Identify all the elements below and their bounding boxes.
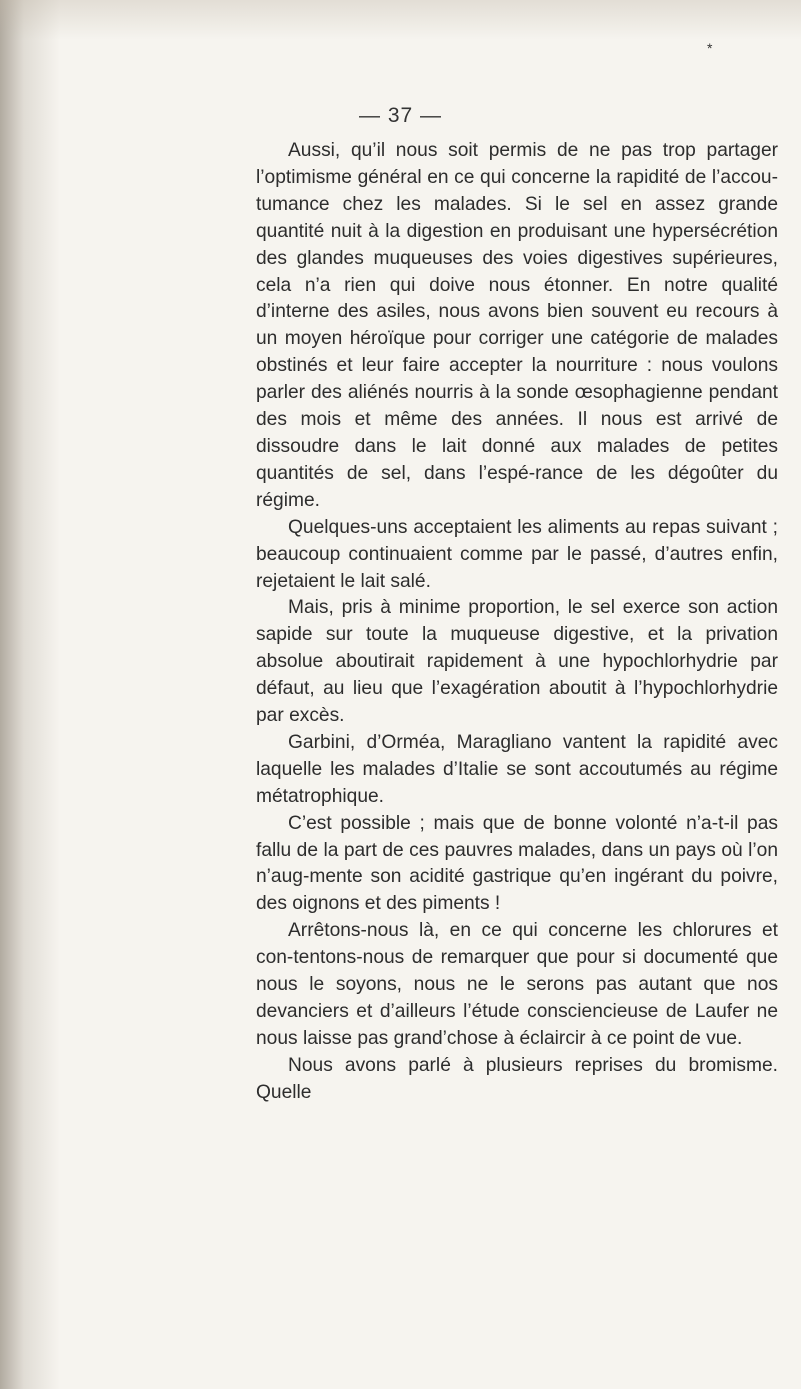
- paragraph-1: Aussi, qu’il nous soit permis de ne pas trop partager l’optimisme général en ce qui concerne la rapidité de l’accou-tumance chez les malades. Si le sel en assez grande quantité nuit à la digestion en produisant une hypersécrétion des glandes muqueuses des voies digestives supérieures, cela n’a rien qui doive nous étonner. En notre qualité d’interne des asiles, nous avons bien souvent eu recours à un moyen héroïque pour corriger une catégorie de malades obstinés et leur faire accepter la nourriture : nous voulons parler des aliénés nourris à la sonde œsophagienne pendant des mois et même des années. Il nous est arrivé de dissoudre dans le lait donné aux malades de petites quantités de sel, dans l’espé-rance de les dégoûter du régime.: [256, 140, 778, 511]
- page-edge-shadow: [0, 0, 60, 1389]
- paragraph-5: C’est possible ; mais que de bonne volonté n’a-t-il pas fallu de la part de ces pauvres malades, dans un pays où l’on n’aug-mente son acidité gastrique qu’en ingérant du poivre, des oignons et des piments !: [256, 812, 778, 915]
- paragraph-2: Quelques-uns acceptaient les aliments au repas suivant ; beaucoup continuaient comme par le passé, d’autres enfin, rejetaient le lait salé.: [256, 516, 778, 592]
- paragraph-3: Mais, pris à minime proportion, le sel exerce son action sapide sur toute la muqueuse digestive, et la privation absolue aboutirait rapidement à une hypochlorhydrie par défaut, au lieu que l’exagération aboutit à l’hypochlorhydrie par excès.: [256, 597, 778, 727]
- body-text: [256, 138, 778, 1107]
- paragraph-6: Arrêtons-nous là, en ce qui concerne les chlorures et con-tentons-nous de remarquer que pour si documenté que nous le soyons, nous ne le serons pas autant que nos devanciers et d’ailleurs l’étude consciencieuse de Laufer ne nous laisse pas grand’chose à éclaircir à ce point de vue.: [256, 920, 778, 1049]
- paragraph-7: Nous avons parlé à plusieurs reprises du bromisme. Quelle: [256, 1054, 778, 1103]
- page-number: — 37 —: [358, 104, 443, 127]
- asterisk-mark: *: [707, 40, 713, 56]
- paragraph-4: Garbini, d’Orméa, Maragliano vantent la rapidité avec laquelle les malades d’Italie se sont accoutumés au régime métatrophique.: [256, 731, 778, 807]
- page-top-shadow: [0, 0, 801, 40]
